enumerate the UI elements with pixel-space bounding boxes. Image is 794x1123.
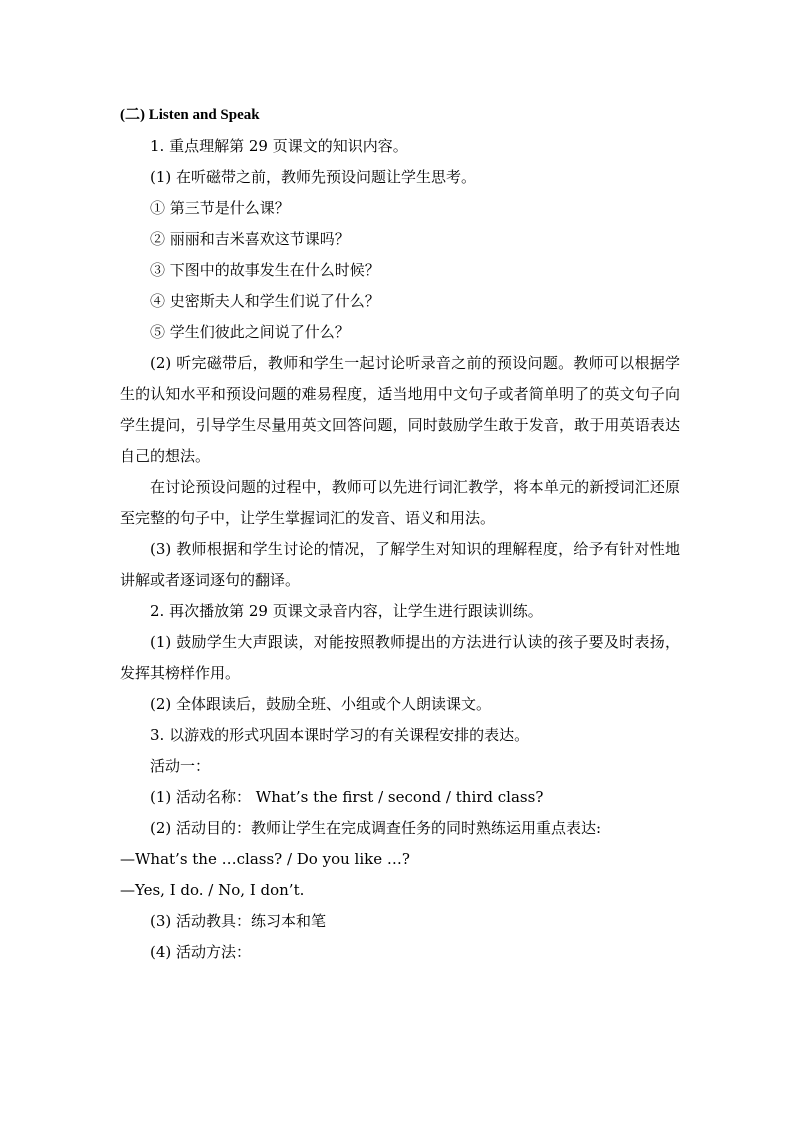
step-1-title: 1. 重点理解第 29 页课文的知识内容。 xyxy=(150,137,408,155)
step-2-item-2: (2) 全体跟读后，鼓励全班、小组或个人朗读课文。 xyxy=(150,695,492,713)
question-2: ② 丽丽和吉米喜欢这节课吗？ xyxy=(150,230,350,248)
dialogue-question: —What’s the …class? / Do you like …? xyxy=(120,850,410,868)
step-1-item-3: (3) 教师根据和学生讨论的情况，了解学生对知识的理解程度，给予有针对性地讲解或者逐词逐句的翻译。 xyxy=(120,540,680,589)
question-1: ① 第三节是什么课？ xyxy=(150,199,290,217)
activity-method: (4) 活动方法： xyxy=(150,943,252,961)
activity-name: (1) 活动名称： What’s the first / second / third class? xyxy=(150,788,544,806)
document-body xyxy=(120,100,680,968)
dialogue-answer: —Yes, I do. / No, I don’t. xyxy=(120,881,305,899)
activity-purpose: (2) 活动目的：教师让学生在完成调查任务的同时熟练运用重点表达: xyxy=(150,819,602,837)
step-2-item-1: (1) 鼓励学生大声跟读，对能按照教师提出的方法进行认读的孩子要及时表扬，发挥其榜样作用。 xyxy=(120,633,680,682)
question-4: ④ 史密斯夫人和学生们说了什么？ xyxy=(150,292,380,310)
step-3-title: 3. 以游戏的形式巩固本课时学习的有关课程安排的表达。 xyxy=(150,726,530,744)
step-2-title: 2. 再次播放第 29 页课文录音内容，让学生进行跟读训练。 xyxy=(150,602,543,620)
question-3: ③ 下图中的故事发生在什么时候？ xyxy=(150,261,380,279)
question-5: ⑤ 学生们彼此之间说了什么？ xyxy=(150,323,350,341)
vocabulary-paragraph: 在讨论预设问题的过程中，教师可以先进行词汇教学，将本单元的新授词汇还原至完整的句子中，让学生掌握词汇的发音、语义和用法。 xyxy=(120,478,680,527)
step-1-item-1: (1) 在听磁带之前，教师先预设问题让学生思考。 xyxy=(150,168,477,186)
step-1-item-2: (2) 听完磁带后，教师和学生一起讨论听录音之前的预设问题。教师可以根据学生的认知水平和预设问题的难易程度，适当地用中文句子或者简单明了的英文句子向学生提问，引导学生尽量用英文回答问题，同时鼓励学生敢于发音，敢于用英语表达自己的想法。 xyxy=(120,354,680,465)
section-heading: (二) Listen and Speak xyxy=(120,107,260,123)
activity-1-title: 活动一： xyxy=(150,757,211,775)
activity-materials: (3) 活动教具：练习本和笔 xyxy=(150,912,327,930)
